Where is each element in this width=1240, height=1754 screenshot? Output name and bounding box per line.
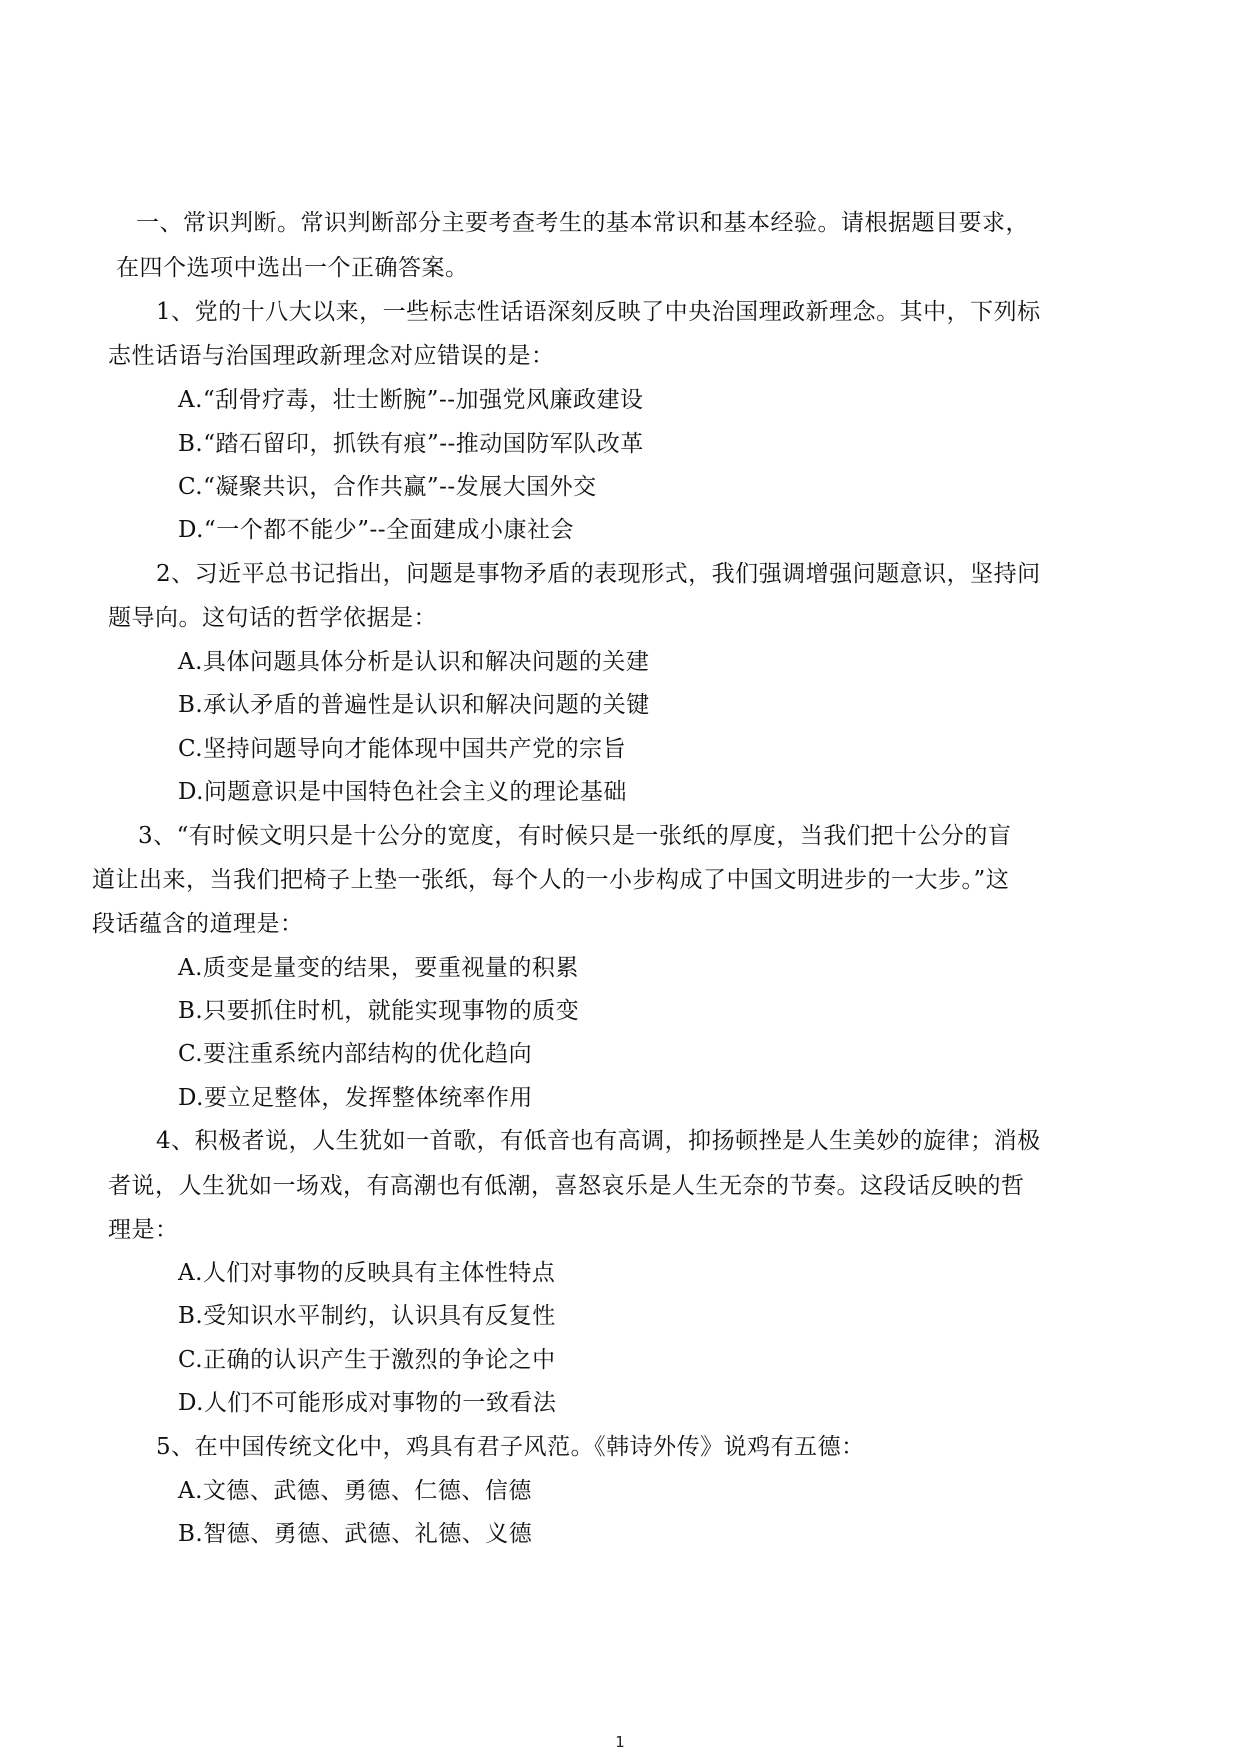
question-4-option-a: A.人们对事物的反映具有主体性特点	[178, 1260, 556, 1286]
question-4-stem-continued: 者说，人生犹如一场戏，有高潮也有低潮，喜怒哀乐是人生无奈的节奏。这段话反映的哲	[108, 1173, 1025, 1199]
question-3-stem-continued: 道让出来，当我们把椅子上垫一张纸，每个人的一小步构成了中国文明进步的一大步。”这	[92, 867, 1010, 893]
question-1-option-d: D.“一个都不能少”--全面建成小康社会	[178, 517, 574, 543]
page-number: 1	[615, 1733, 625, 1751]
question-3-stem-end: 段话蕴含的道理是：	[92, 911, 304, 937]
question-3-stem: 3、“有时候文明只是十公分的宽度，有时候只是一张纸的厚度，当我们把十公分的盲	[138, 823, 1012, 849]
question-2-option-a: A.具体问题具体分析是认识和解决问题的关建	[178, 649, 650, 675]
question-4-stem-end: 理是：	[108, 1217, 179, 1243]
question-2-option-d: D.问题意识是中国特色社会主义的理论基础	[178, 779, 627, 805]
question-1-option-b: B.“踏石留印，抓铁有痕”--推动国防军队改革	[178, 431, 644, 457]
question-3-option-b: B.只要抓住时机，就能实现事物的质变	[178, 998, 580, 1024]
question-5-stem: 5、在中国传统文化中，鸡具有君子风范。《韩诗外传》说鸡有五德：	[156, 1434, 865, 1460]
question-3-option-d: D.要立足整体，发挥整体统率作用	[178, 1085, 533, 1111]
question-2-option-b: B.承认矛盾的普遍性是认识和解决问题的关键	[178, 692, 650, 718]
section-heading: 一、常识判断。常识判断部分主要考查考生的基本常识和基本经验。请根据题目要求，	[136, 210, 1029, 236]
question-2-stem: 2、习近平总书记指出，问题是事物矛盾的表现形式，我们强调增强问题意识，坚持问	[156, 561, 1041, 587]
question-2-option-c: C.坚持问题导向才能体现中国共产党的宗旨	[178, 736, 627, 762]
section-heading-continued: 在四个选项中选出一个正确答案。	[116, 255, 469, 281]
question-4-option-d: D.人们不可能形成对事物的一致看法	[178, 1390, 557, 1416]
question-1-option-a: A.“刮骨疗毒，壮士断腕”--加强党风廉政建设	[178, 387, 644, 413]
question-5-option-a: A.文德、武德、勇德、仁德、信德	[178, 1478, 532, 1504]
question-1-stem: 1、党的十八大以来，一些标志性话语深刻反映了中央治国理政新理念。其中，下列标	[156, 299, 1041, 325]
question-1-stem-continued: 志性话语与治国理政新理念对应错误的是：	[108, 343, 555, 369]
question-4-option-c: C.正确的认识产生于激烈的争论之中	[178, 1347, 556, 1373]
question-2-stem-continued: 题导向。这句话的哲学依据是：	[108, 605, 437, 631]
question-3-option-a: A.质变是量变的结果，要重视量的积累	[178, 955, 579, 981]
question-4-option-b: B.受知识水平制约，认识具有反复性	[178, 1303, 556, 1329]
question-4-stem: 4、积极者说，人生犹如一首歌，有低音也有高调，抑扬顿挫是人生美妙的旋律；消极	[156, 1128, 1041, 1154]
question-1-option-c: C.“凝聚共识，合作共赢”--发展大国外交	[178, 474, 597, 500]
question-5-option-b: B.智德、勇德、武德、礼德、义德	[178, 1521, 533, 1547]
question-3-option-c: C.要注重系统内部结构的优化趋向	[178, 1041, 533, 1067]
